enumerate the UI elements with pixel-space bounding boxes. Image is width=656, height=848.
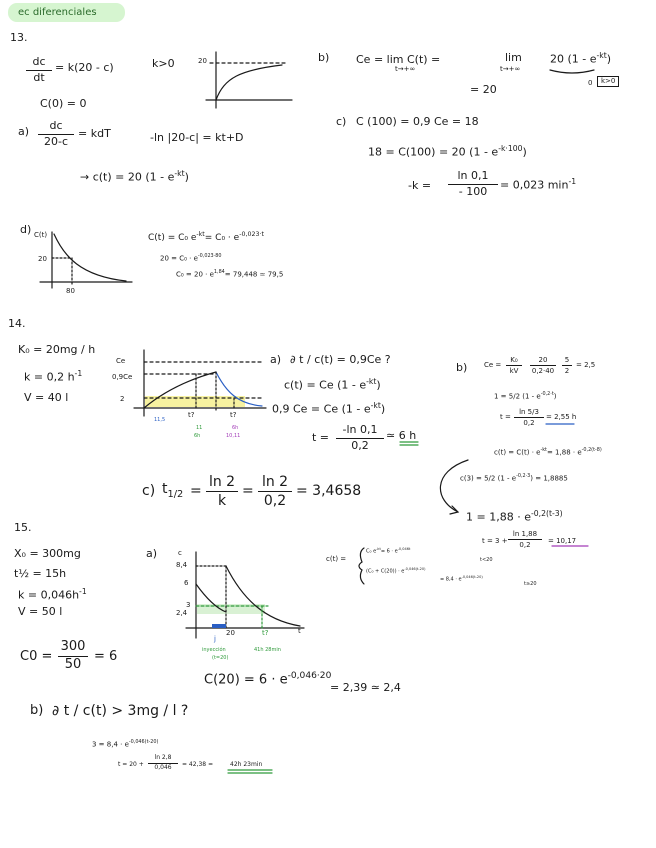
p13-ode-num: dc xyxy=(26,56,52,71)
p13-k-positive: k>0 xyxy=(152,57,175,70)
p13-initial-condition: C(0) = 0 xyxy=(40,97,87,110)
p14-b-eq3-end: ) = 1,8885 xyxy=(530,474,568,483)
problem-15-number: 15. xyxy=(14,521,32,534)
p14-b-eq1-exp: -0,2·t xyxy=(540,391,554,397)
p14-b-eq5-num: ln 1,88 xyxy=(508,530,542,540)
p15-piece2-mid: = 8,4 · e xyxy=(440,576,462,583)
p15-g-20: 20 xyxy=(226,629,235,637)
p13-d-y20: 20 xyxy=(38,255,47,263)
p15-g-sub3: 41h 28min xyxy=(254,647,281,653)
p15-c20-base: C(20) = 6 · e xyxy=(204,672,288,688)
p13-d-eq1-exp: -kt xyxy=(196,231,205,238)
p13-c-den: - 100 xyxy=(458,184,488,198)
p15-x0: X₀ = 300mg xyxy=(14,547,81,560)
p14-a-eq2-end: ) xyxy=(380,402,386,416)
p14-b-eq3-base: c(3) = xyxy=(460,474,482,483)
p14-g-tick2: 6h xyxy=(194,433,201,439)
p14-b-curved-arrow xyxy=(440,460,468,512)
p13-a-label: a) xyxy=(18,125,30,138)
p14-b-eq2-base: c(t) = C(t) · e xyxy=(494,448,541,457)
p14-b-eq2-mid: = 1,88 · e xyxy=(546,448,582,457)
p13-d-x80: 80 xyxy=(66,287,75,295)
p14-c-eq: = xyxy=(190,483,202,499)
p13-d-eq2-exp: -0,023·80 xyxy=(197,253,222,259)
p14-g-ce: Ce xyxy=(116,357,126,365)
p15-b-eq2: t = 20 + xyxy=(118,761,144,768)
p14-a-den: 0,2 xyxy=(351,438,369,452)
p13-a-rhs: = kdT xyxy=(78,127,111,140)
p15-g-24: 2,4 xyxy=(176,609,188,617)
p13-graph xyxy=(206,52,292,108)
p14-c-num1: ln 2 xyxy=(206,474,238,492)
p14-b-eq3-rest: (1 - e xyxy=(497,474,517,483)
p15-g-j: j xyxy=(214,635,216,643)
p13-d-eq3-base: C₀ = 20 · e xyxy=(176,270,214,279)
p13-c-eq2-end: ) xyxy=(522,145,527,159)
p13-b-box: k>0 xyxy=(597,76,619,87)
p14-a-eq1-end: ) xyxy=(376,378,381,392)
p15-g-84: 8,4 xyxy=(176,561,188,569)
p15-g-sub1: inyección xyxy=(202,647,226,653)
p14-b-frac3-num: 5 xyxy=(562,356,572,366)
p15-piece2-exp: -0,046(t-20) xyxy=(404,567,426,571)
p14-c-num2: ln 2 xyxy=(258,474,292,492)
p14-c-half-t: t xyxy=(162,481,168,497)
p13-c-res-exp: -1 xyxy=(568,177,577,186)
p15-b-question: ∂ t / c(t) > 3mg / l ? xyxy=(52,703,189,719)
p15-piece1-cond: t<20 xyxy=(480,557,493,563)
p15-c20-res: = 2,39 ≃ 2,4 xyxy=(330,681,401,694)
p15-piece1-base: C₀ e xyxy=(366,548,377,555)
p14-a-question: ∂ t / c(t) = 0,9Ce ? xyxy=(290,353,391,366)
p14-c-eq2: = xyxy=(242,483,254,499)
p13-d-eq1-mid: = C₀ · e xyxy=(204,233,240,243)
p14-k-exp: -1 xyxy=(74,369,83,378)
p15-b-eq2-final: 42h 23min xyxy=(230,761,263,768)
p13-b-label: b) xyxy=(318,51,330,64)
p14-b-label: b) xyxy=(456,361,468,374)
p15-graph-injection-mark xyxy=(212,624,226,628)
p14-a-eq2-base: 0,9 Ce = Ce (1 - e xyxy=(272,402,371,416)
p13-d-yaxis: C(t) xyxy=(34,231,48,239)
p13-d-eq2-base: 20 = C₀ · e xyxy=(160,254,198,263)
p15-c0: C0 = xyxy=(20,649,53,664)
p13-ode-den: dt xyxy=(33,70,45,84)
p15-piece2-base: (C₀ + C(20)) · e xyxy=(366,568,405,575)
p13-b-lim2: lim xyxy=(505,51,522,64)
p14-g-09ce: 0,9Ce xyxy=(112,373,133,381)
p14-b-eq4-base: 1 = 1,88 · e xyxy=(466,510,531,524)
p14-b-eq5-den: 0,2 xyxy=(519,541,531,550)
p13-a-sol-end: ) xyxy=(184,170,189,184)
p13-d-eq3-end: = 79,448 ≃ 79,5 xyxy=(224,270,284,279)
p13-d-eq1-exp2: -0,023·t xyxy=(239,231,264,238)
p14-c-label: c) xyxy=(142,483,156,499)
p14-b-frac1-num: K₀ xyxy=(506,356,522,366)
p14-b-t-den: 0,2 xyxy=(523,419,535,428)
p13-a-sol-base: → c(t) = 20 (1 - e xyxy=(80,170,175,184)
p14-c-den2: 0,2 xyxy=(263,493,287,510)
p13-d-label: d) xyxy=(20,223,32,236)
p14-a-eq2-exp: -kt xyxy=(370,401,381,410)
p13-c-minus-k: -k = xyxy=(408,179,432,192)
p15-g-3: 3 xyxy=(186,601,191,609)
p13-a-num: dc xyxy=(38,120,74,135)
p14-c-half-sub: 1/2 xyxy=(167,488,184,500)
p15-piece2-cond: t≥20 xyxy=(524,581,537,587)
p13-graph-y20: 20 xyxy=(198,57,207,65)
p14-g-t1: t? xyxy=(188,411,195,419)
p14-b-eq1-base: 1 = 5/2 (1 - e xyxy=(494,392,541,401)
p14-b-eq2-exp: -kt xyxy=(540,447,547,453)
p13-b-expr-end: ) xyxy=(606,52,612,66)
p15-b-eq1-exp: -0,046(t-20) xyxy=(128,739,159,745)
p14-g-tick1: 11,5 xyxy=(154,417,166,423)
p13-a-den: 20-c xyxy=(43,134,68,148)
p15-piece1-mid: = 6 · e xyxy=(380,548,398,555)
p15-a-label: a) xyxy=(146,547,158,560)
p15-v: V = 50 l xyxy=(18,605,63,618)
p13-b-zero: 0 xyxy=(588,79,593,87)
page-title: ec diferenciales xyxy=(18,7,97,18)
p13-b-ce: Ce = lim C(t) = xyxy=(356,53,441,66)
p13-ode-rhs: = k(20 - c) xyxy=(55,61,114,74)
problem-14-number: 14. xyxy=(8,317,26,330)
p15-g-t: t xyxy=(298,627,301,635)
p15-piece-brace xyxy=(359,548,364,584)
p15-g-6: 6 xyxy=(184,579,189,587)
p15-piece1-exp2: -0,046t xyxy=(397,547,411,551)
p15-piece-head: c(t) = xyxy=(326,555,347,563)
p14-g-2: 2 xyxy=(120,395,125,403)
p14-a-eq1-base: c(t) = Ce (1 - e xyxy=(284,378,367,392)
problem-13-number: 13. xyxy=(10,31,28,44)
p14-graph xyxy=(134,350,266,416)
p13-b-expr-exp: -kt xyxy=(596,51,607,60)
p13-d-graph xyxy=(40,232,132,288)
p15-b-label: b) xyxy=(30,703,44,718)
p14-g-under1: 11 xyxy=(196,425,203,431)
p14-b-frac3-den: 2 xyxy=(564,367,570,376)
p13-d-eq1-base: C(t) = C₀ e xyxy=(148,233,197,243)
p14-v: V = 40 l xyxy=(24,391,69,404)
p14-c-result: = 3,4658 xyxy=(296,483,362,499)
p13-c-num: ln 0,1 xyxy=(448,170,498,185)
p13-b-eq20: = 20 xyxy=(470,83,497,96)
p14-g-t2: t? xyxy=(230,411,237,419)
p15-graph xyxy=(186,552,304,638)
p14-b-eq3-frac: 5/2 xyxy=(484,474,496,483)
p13-b-lim1: t→+∞ xyxy=(395,65,416,73)
p15-piece1-exp: -kt xyxy=(376,547,381,551)
p14-b-eq5: t = 3 + xyxy=(482,537,508,545)
p15-g-t2: t? xyxy=(262,629,269,637)
p13-c-eq2-base: 18 = C(100) = 20 (1 - e xyxy=(368,145,499,159)
p13-a-sol-exp: -kt xyxy=(174,169,185,178)
p13-c-eq2-exp: -k·100 xyxy=(498,144,523,153)
p13-b-underbrace xyxy=(550,70,594,73)
p13-graph-curve xyxy=(216,65,282,100)
p14-b-t-num: ln 5/3 xyxy=(514,408,544,418)
p14-b-eq2-exp2: -0,2(t-8) xyxy=(581,447,602,453)
p14-b-frac1-den: kV xyxy=(509,367,519,376)
p14-k0: K₀ = 20mg / h xyxy=(18,343,96,356)
p15-c0-den: 50 xyxy=(64,656,82,672)
p15-k-base: k = 0,046h xyxy=(18,588,80,602)
p15-c20-exp: -0,046·20 xyxy=(287,671,332,681)
p15-k-exp: -1 xyxy=(79,587,87,596)
p15-b-eq2-res: = 42,38 ≃ xyxy=(182,761,214,768)
p14-a-label: a) xyxy=(270,353,282,366)
p15-b-eq2-den: 0,046 xyxy=(154,763,172,771)
p13-d-eq3-exp: 1,84 xyxy=(213,269,225,275)
p14-c-den1: k xyxy=(217,493,227,510)
p14-b-eq1-end: ) xyxy=(553,392,557,401)
p15-g-sub2: (t=20) xyxy=(212,655,229,661)
p13-c-res-base: = 0,023 min xyxy=(500,178,569,192)
p13-a-log: -ln |20-c| = kt+D xyxy=(150,131,244,144)
p14-a-t: t = xyxy=(312,431,330,444)
p14-b-frac2-den: 0,2·40 xyxy=(531,367,555,376)
p15-c0-res: = 6 xyxy=(94,649,118,664)
p15-b-eq1-base: 3 = 8,4 · e xyxy=(92,740,129,749)
p14-b-eq4-exp: -0,2(t-3) xyxy=(530,509,563,518)
p14-b-t: t = xyxy=(500,413,511,421)
p14-g-under2: 6h xyxy=(232,425,239,431)
p14-a-num: -ln 0,1 xyxy=(336,424,384,439)
p14-b-ce-res: = 2,5 xyxy=(576,361,596,369)
p13-c-label: c) xyxy=(336,115,347,128)
p13-c-eq1: C (100) = 0,9 Ce = 18 xyxy=(356,115,479,128)
p14-a-eq1-exp: -kt xyxy=(366,377,377,386)
p14-a-result: ≃ 6 h xyxy=(386,429,417,442)
p15-g-c: c xyxy=(178,549,182,557)
p15-thalf: t½ = 15h xyxy=(14,567,67,580)
p15-piece2-exp2: -0,046(t-20) xyxy=(461,575,483,579)
p14-b-eq3-exp: -0,2·3 xyxy=(516,473,531,479)
p13-b-lim2-sub: t→+∞ xyxy=(500,65,521,73)
p14-k-base: k = 0,2 h xyxy=(24,370,75,384)
p14-b-frac2-num: 20 xyxy=(530,356,556,366)
p14-b-eq5-res: = 10,17 xyxy=(548,537,577,545)
p15-c0-num: 300 xyxy=(58,640,88,657)
p15-b-eq2-num: ln 2,8 xyxy=(148,755,178,764)
p13-b-expr-base: 20 (1 - e xyxy=(550,52,597,66)
p14-g-tick3: 10,11 xyxy=(226,433,241,439)
p14-b-ce: Ce = xyxy=(484,361,502,369)
p14-b-t-res: = 2,55 h xyxy=(546,413,577,421)
p15-graph-decay-2 xyxy=(226,566,300,626)
